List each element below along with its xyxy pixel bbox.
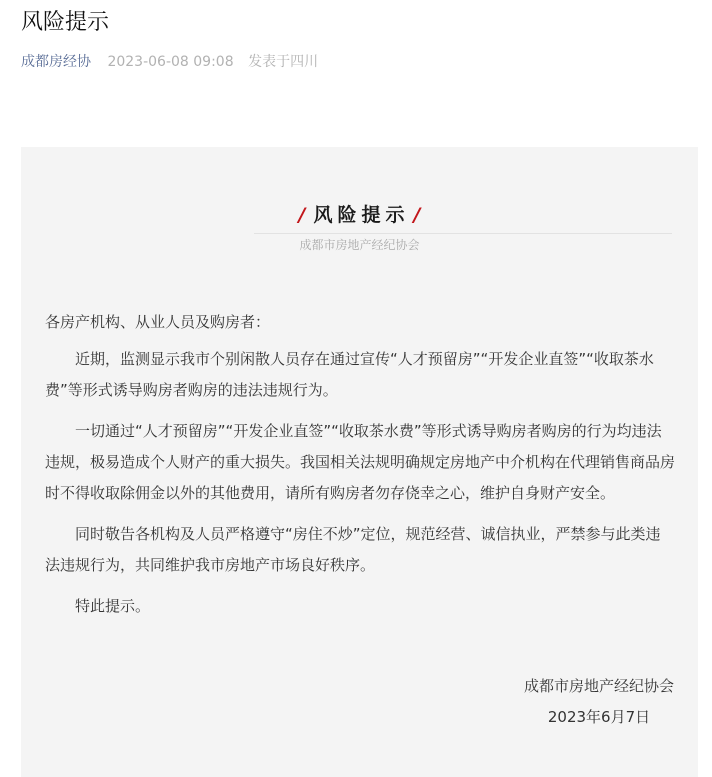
author-link[interactable]: 成都房经协 (21, 54, 91, 70)
notice-paragraph: 一切通过“人才预留房”“开发企业直签”“收取茶水费”等形式诱导购房者购房的行为均违法违规，极易造成个人财产的重大损失。我国相关法规明确规定房地产中介机构在代理销售商品房时不得收取除佣金以外的其他费用，请所有购房者勿存侥幸之心，维护自身财产安全。 (45, 422, 676, 502)
page-title: 风险提示 (21, 10, 110, 35)
notice-paragraph: 同时敬告各机构及人员严格遵守“房住不炒”定位，规范经营、诚信执业，严禁参与此类违法违规行为，共同维护我市房地产市场良好秩序。 (45, 525, 661, 574)
title-divider (254, 233, 672, 234)
notice-signature (524, 671, 674, 733)
notice-paragraph: 特此提示。 (75, 597, 151, 615)
notice-salutation: 各房产机构、从业人员及购房者： (45, 313, 271, 331)
notice-title (21, 202, 698, 228)
publish-location: 发表于四川 (248, 54, 319, 70)
publish-datetime: 2023-06-08 09:08 (107, 54, 234, 70)
notice-body (45, 307, 675, 632)
signature-org: 成都市房地产经纪协会 (523, 677, 674, 695)
notice-paragraph: 近期，监测显示我市个别闲散人员存在通过宣传“人才预留房”“开发企业直签”“收取茶水费”等形式诱导购房者购房的违法违规行为。 (45, 350, 654, 399)
notice-title-text: 风险提示 (313, 204, 410, 226)
article-meta (21, 52, 318, 72)
title-slash-left-icon: / (298, 204, 306, 226)
notice-card (21, 147, 698, 777)
signature-date: 2023年6月7日 (547, 708, 651, 726)
notice-header (21, 202, 698, 228)
notice-issuer: 成都市房地产经纪协会 (299, 238, 420, 252)
title-slash-right-icon: / (413, 204, 421, 226)
